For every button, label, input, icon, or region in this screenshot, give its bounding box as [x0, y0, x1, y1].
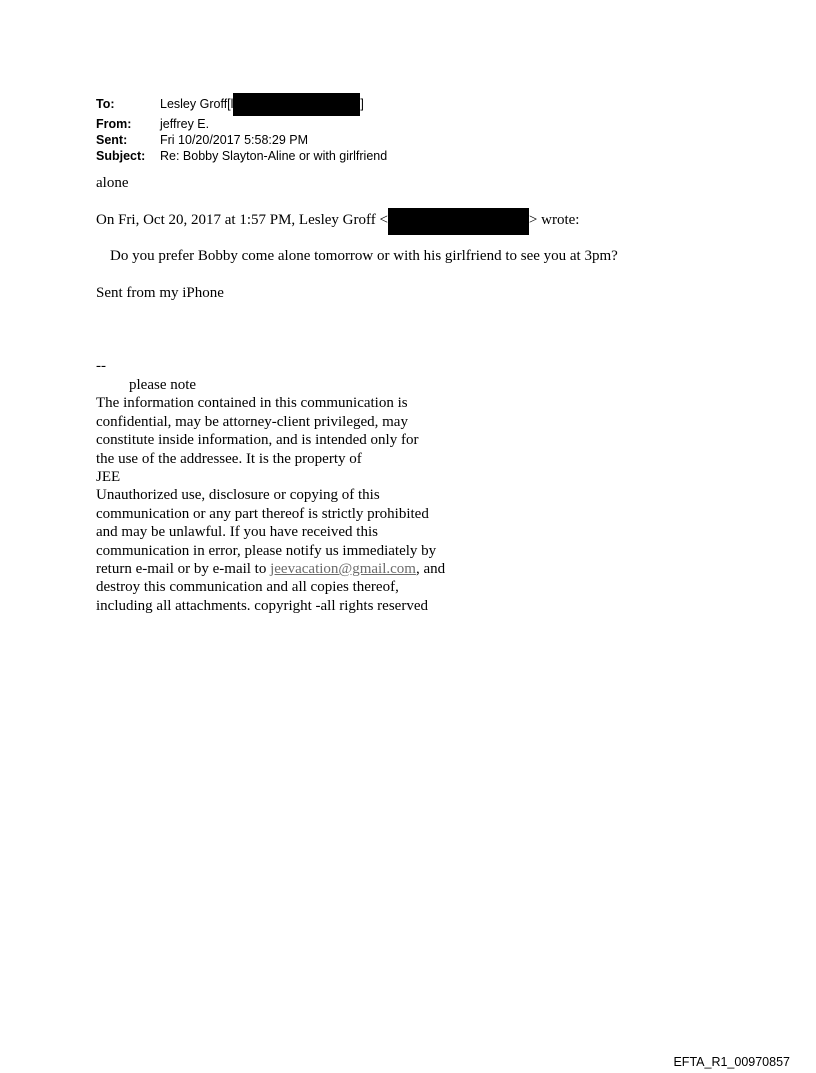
- disclaimer-line: constitute inside information, and is intended only for: [96, 432, 419, 449]
- disclaimer-line: communication or any part thereof is strictly prohibited: [96, 505, 429, 522]
- from-row: [96, 116, 387, 132]
- from-label: From:: [96, 117, 132, 131]
- disclaimer-line: and may be unlawful. If you have received this: [96, 524, 378, 541]
- signature-separator: --: [96, 358, 106, 374]
- redaction-box: [388, 208, 529, 235]
- disclaimer: [96, 376, 445, 615]
- disclaimer-line: destroy this communication and all copies thereof,: [96, 579, 399, 596]
- to-row: [96, 96, 387, 116]
- disclaimer-line: the use of the addressee. It is the property of: [96, 450, 362, 467]
- quote-intro-after: > wrote:: [528, 212, 580, 228]
- email-link[interactable]: jeevacation@gmail.com: [270, 561, 416, 578]
- to-value: Lesley Groff[l: [160, 97, 234, 111]
- to-label: To:: [96, 97, 115, 111]
- disclaimer-line: including all attachments. copyright -all rights reserved: [96, 597, 428, 614]
- from-value: jeffrey E.: [160, 117, 210, 131]
- email-header: [96, 96, 387, 164]
- sent-row: [96, 132, 387, 148]
- disclaimer-line: confidential, may be attorney-client privileged, may: [96, 413, 408, 430]
- redaction-box: [233, 93, 360, 116]
- subject-value: Re: Bobby Slayton-Aline or with girlfriend: [160, 149, 388, 163]
- note-heading: please note: [129, 377, 197, 393]
- email-line-before: return e-mail or by e-mail to: [96, 561, 271, 578]
- reply-text: alone: [96, 175, 129, 191]
- disclaimer-line: [96, 560, 445, 578]
- to-close-bracket: ]: [360, 97, 364, 111]
- disclaimer-line: communication in error, please notify us immediately by: [96, 542, 437, 559]
- subject-label: Subject:: [96, 149, 146, 163]
- quoted-message: Do you prefer Bobby come alone tomorrow or with his girlfriend to see you at 3pm?: [110, 248, 618, 264]
- signature: Sent from my iPhone: [96, 285, 224, 301]
- sent-value: Fri 10/20/2017 5:58:29 PM: [160, 133, 309, 147]
- quote-intro-before: On Fri, Oct 20, 2017 at 1:57 PM, Lesley Groff <: [96, 212, 388, 228]
- disclaimer-line: Unauthorized use, disclosure or copying of this: [96, 487, 380, 504]
- quote-intro: [96, 211, 579, 235]
- disclaimer-line: JEE: [96, 469, 121, 486]
- email-line-after: , and: [415, 561, 446, 578]
- subject-row: [96, 148, 387, 164]
- disclaimer-line: The information contained in this communication is: [96, 395, 408, 412]
- bates-number: EFTA_R1_00970857: [673, 1055, 790, 1069]
- sent-label: Sent:: [96, 133, 128, 147]
